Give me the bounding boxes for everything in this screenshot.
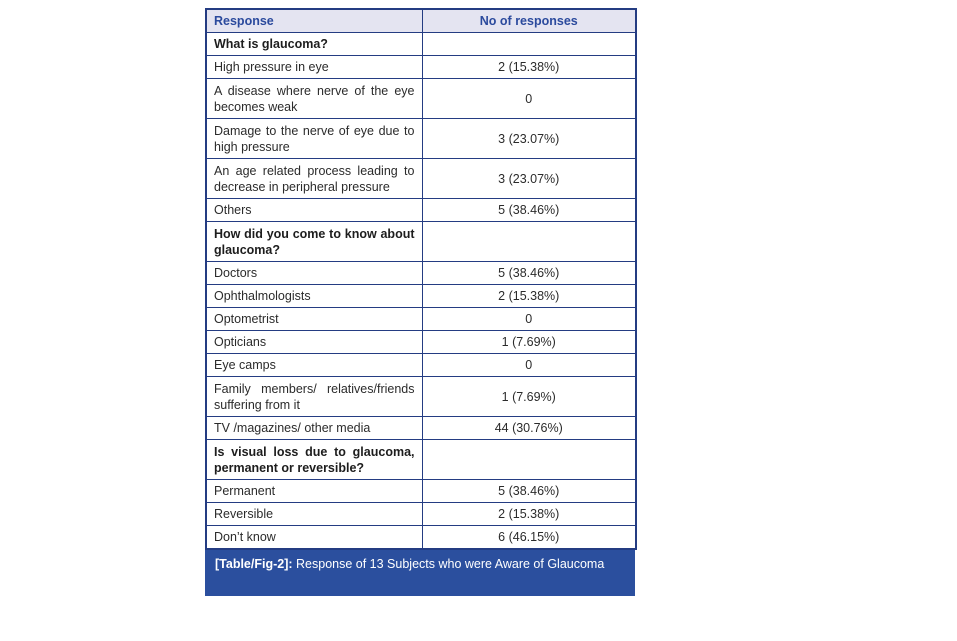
response-cell: An age related process leading to decrease in peripheral pressure — [206, 159, 422, 199]
response-cell: Ophthalmologists — [206, 285, 422, 308]
table-row — [206, 262, 636, 285]
count-cell: 5 (38.46%) — [422, 199, 636, 222]
table-row — [206, 285, 636, 308]
response-table — [205, 8, 637, 550]
response-cell: Permanent — [206, 480, 422, 503]
response-cell: Doctors — [206, 262, 422, 285]
table-row — [206, 503, 636, 526]
caption-text: Response of 13 Subjects who were Aware of Glaucoma — [292, 557, 605, 571]
count-cell — [422, 440, 636, 480]
response-cell: Damage to the nerve of eye due to high pressure — [206, 119, 422, 159]
count-cell: 6 (46.15%) — [422, 526, 636, 550]
response-cell: High pressure in eye — [206, 56, 422, 79]
table-figure — [205, 8, 635, 596]
count-cell: 2 (15.38%) — [422, 56, 636, 79]
table-body — [206, 33, 636, 550]
table-row — [206, 119, 636, 159]
response-cell: Is visual loss due to glaucoma, permanent or reversible? — [206, 440, 422, 480]
count-cell: 1 (7.69%) — [422, 377, 636, 417]
count-cell: 3 (23.07%) — [422, 159, 636, 199]
table-row — [206, 354, 636, 377]
table-row — [206, 199, 636, 222]
count-cell: 2 (15.38%) — [422, 285, 636, 308]
response-cell: TV /magazines/ other media — [206, 417, 422, 440]
response-cell: Eye camps — [206, 354, 422, 377]
table-row — [206, 526, 636, 550]
response-cell: A disease where nerve of the eye becomes weak — [206, 79, 422, 119]
caption-tag: [Table/Fig-2]: — [215, 557, 293, 571]
response-cell: Others — [206, 199, 422, 222]
column-header-response: Response — [206, 9, 422, 33]
section-row — [206, 222, 636, 262]
count-cell: 0 — [422, 354, 636, 377]
table-row — [206, 308, 636, 331]
count-cell: 5 (38.46%) — [422, 480, 636, 503]
count-cell — [422, 222, 636, 262]
table-row — [206, 159, 636, 199]
count-cell: 0 — [422, 308, 636, 331]
column-header-no-of-responses: No of responses — [422, 9, 636, 33]
figure-caption — [205, 550, 635, 596]
response-cell: What is glaucoma? — [206, 33, 422, 56]
table-row — [206, 480, 636, 503]
count-cell: 1 (7.69%) — [422, 331, 636, 354]
table-row — [206, 377, 636, 417]
response-cell: Optometrist — [206, 308, 422, 331]
count-cell: 5 (38.46%) — [422, 262, 636, 285]
count-cell — [422, 33, 636, 56]
count-cell: 2 (15.38%) — [422, 503, 636, 526]
count-cell: 3 (23.07%) — [422, 119, 636, 159]
response-cell: Opticians — [206, 331, 422, 354]
count-cell: 44 (30.76%) — [422, 417, 636, 440]
table-row — [206, 417, 636, 440]
response-cell: Family members/ relatives/friends suffering from it — [206, 377, 422, 417]
table-row — [206, 79, 636, 119]
section-row — [206, 440, 636, 480]
section-row — [206, 33, 636, 56]
response-cell: Don’t know — [206, 526, 422, 550]
response-cell: Reversible — [206, 503, 422, 526]
table-row — [206, 331, 636, 354]
table-row — [206, 56, 636, 79]
response-cell: How did you come to know about glaucoma? — [206, 222, 422, 262]
count-cell: 0 — [422, 79, 636, 119]
header-row — [206, 9, 636, 33]
